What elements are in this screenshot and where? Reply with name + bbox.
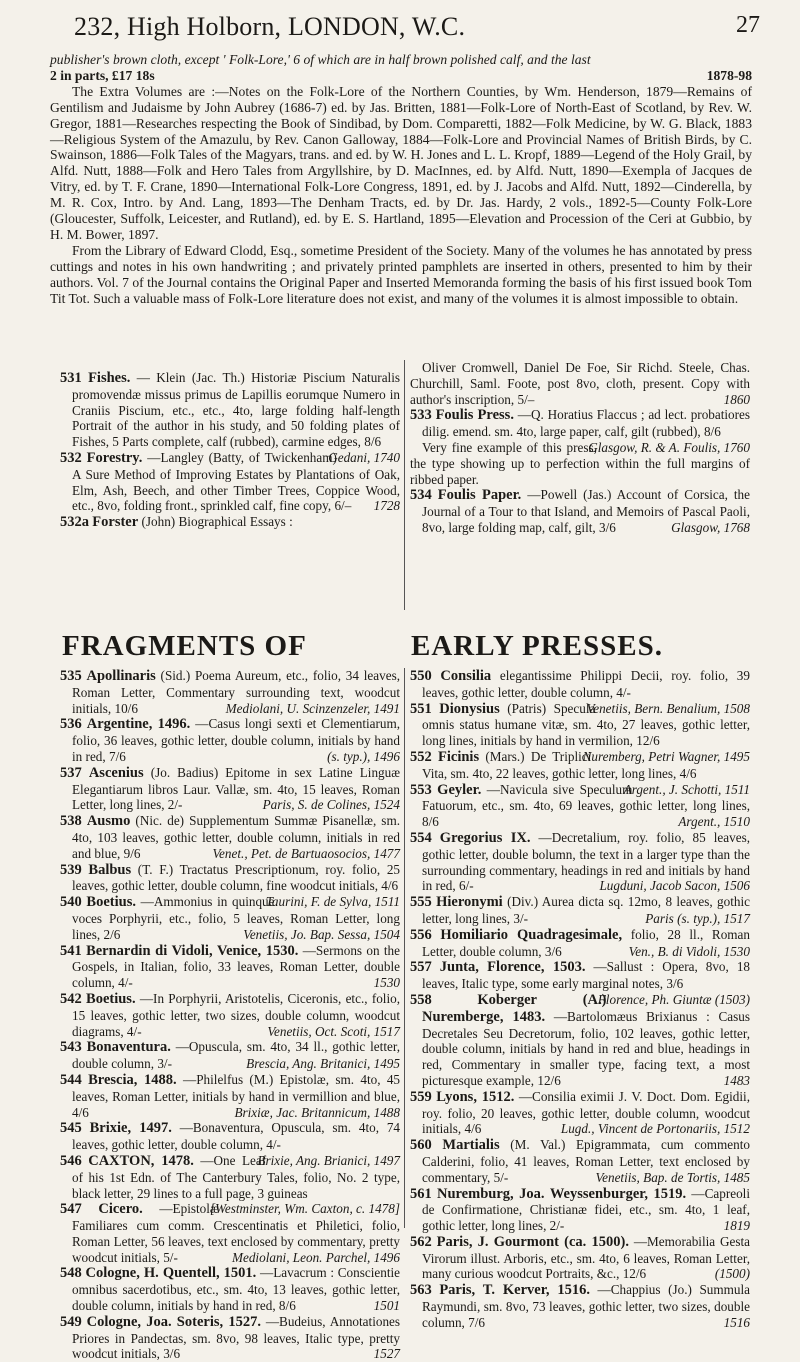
catalogue-entry xyxy=(60,1072,400,1120)
entry-text: —Philelfus (M.) Epistolæ, sm. 4to, 45 leaves, Roman Letter, initials by hand in vermillion and blue, 4/6 xyxy=(72,1071,401,1120)
entry-text: —Ammonius in quinque voces Porphyrii, etc., folio, 5 leaves, Roman Letter, long lines, 2/6 xyxy=(72,894,400,942)
entry-text: —Decretalium, roy. folio, 85 leaves, gothic letter, double bolumn, the text in a larger type than the surrounding commentary, headings in red and initials by hand in red, 6/- xyxy=(422,829,750,894)
page-header xyxy=(0,12,800,42)
entry-heading: Nuremburg, Joa. Weyssenburger, 1519. xyxy=(436,1185,687,1202)
right-top-column xyxy=(410,360,750,536)
price-line xyxy=(50,68,752,84)
lot-number: 531 xyxy=(60,370,82,386)
entry-imprint: Argent., 1510 xyxy=(675,814,750,830)
lot-number: 544 xyxy=(60,1071,82,1088)
entry-heading: Boetius. xyxy=(86,990,136,1007)
entry-text: —Lavacrum : Conscientie omnibus sacerdotibus, etc., sm. 4to, 13 leaves, gothic letter, double column, initials by hand in red, 8/6 xyxy=(72,1265,401,1314)
lot-number: 558 xyxy=(410,991,432,1008)
entry-heading: Bonaventura. xyxy=(86,1039,171,1056)
entry-imprint: Brixiæ, Jac. Britannicum, 1488 xyxy=(231,1104,400,1120)
entry-heading: Balbus xyxy=(88,861,132,878)
lot-number: 551 xyxy=(410,700,432,717)
price: 2 in parts, £17 18s xyxy=(50,67,155,83)
catalogue-entry xyxy=(410,407,751,455)
entry-imprint: Nuremberg, Petri Wagner, 1495 xyxy=(579,748,750,764)
catalogue-entry xyxy=(60,991,400,1039)
entry-text: —Langley (Batty, of Twickenham) A Sure Method of Improving Estates by Plantations of Oak, Elm, Ash, Beech, and other Timber Trees, Coppice Wood, etc., 8vo, folding front., sprinkled calf, fine copy, 6/– xyxy=(72,449,400,514)
entry-text: —Budeius, Annotationes Priores in Pandectas, sm. 8vo, 98 leaves, Italic type, pretty woodcut initials, 3/6 xyxy=(72,1313,401,1362)
entry-heading: Koberger (A.) Nuremberge, 1483. xyxy=(422,991,607,1025)
header-address: 232, High Holborn, LONDON, W.C. xyxy=(74,12,466,41)
entry-imprint: 1483 xyxy=(720,1072,750,1088)
entry-text: —Q. Horatius Flaccus ; ad lect. probatiores dilig. emend. sm. 4to, large paper, calf, gilt (rubbed), 8/6 xyxy=(422,407,751,440)
left-top-column xyxy=(60,370,400,531)
entry-imprint: 1860 xyxy=(720,391,750,407)
entry-text: —Powell (Jas.) Account of Corsica, the Journal of a Tour to that Island, and Memoirs of Pascal Paoli, 8vo, large folding map, calf, gilt, 3/6 xyxy=(422,487,750,535)
entry-heading: Brixie, 1497. xyxy=(89,1120,172,1137)
lot-number: 543 xyxy=(60,1039,82,1056)
column-divider xyxy=(404,360,405,610)
catalogue-entry xyxy=(410,1186,750,1234)
entry-imprint: (s. typ.), 1496 xyxy=(323,748,400,764)
entry-text: —Sallust : Opera, 8vo, 18 leaves, Italic type, some early marginal notes, 3/6 xyxy=(422,959,751,992)
entry-imprint: Glasgow, 1768 xyxy=(667,519,750,535)
entry-imprint: Mediolani, Leon. Parchel, 1496 xyxy=(228,1249,400,1265)
entry-imprint: Venetiis, Bap. de Tortis, 1485 xyxy=(592,1169,750,1185)
lot-number: 563 xyxy=(410,1282,432,1299)
catalogue-entry xyxy=(410,1234,750,1282)
lot-number: 542 xyxy=(60,990,82,1007)
entry-heading: Bernardin di Vidoli, Venice, 1530. xyxy=(86,942,299,959)
entry-imprint: Mediolani, U. Scinzenzeler, 1491 xyxy=(222,700,400,716)
lot-number: 546 xyxy=(60,1152,82,1169)
entry-imprint: Taurini, F. de Sylva, 1511 xyxy=(262,894,400,910)
entry-imprint: Gedani, 1740 xyxy=(324,449,400,465)
lot-number: 553 xyxy=(410,781,432,798)
entry-heading: Gregorius IX. xyxy=(439,829,531,846)
entry-text: folio, 28 ll., Roman Letter, double column, 3/6 xyxy=(422,926,751,959)
entry-text: —Casus longi sexti et Clementiarum, folio, 36 leaves, gothic letter, double column, initials by hand in red, 7/6 xyxy=(72,716,401,764)
lot-number: 556 xyxy=(410,926,432,943)
entry-imprint: Brixie, Ang. Brianici, 1497 xyxy=(254,1152,400,1168)
catalogue-entry xyxy=(60,514,400,531)
section-title-right: EARLY PRESSES. xyxy=(411,630,664,662)
entry-imprint: 1527 xyxy=(370,1346,400,1362)
entry-imprint: Argent., J. Schotti, 1511 xyxy=(620,781,750,797)
entry-text: —Bartolomæus Brixianus : Casus Decretales Seu Decretorum, folio, 102 leaves, gothic letter, double column, initials by hand in red and blue, headings in red, Commentary in smaller type, facing text, a most picturesque example, 12/6 xyxy=(422,1008,750,1088)
entry-imprint: (1500) xyxy=(711,1266,750,1282)
entry-heading: CAXTON, 1478. xyxy=(88,1152,194,1169)
catalogue-entry xyxy=(60,943,400,991)
entry-imprint: Venetiis, Oct. Scoti, 1517 xyxy=(264,1023,400,1039)
catalogue-entry xyxy=(60,765,400,813)
catalogue-entry xyxy=(60,1265,400,1313)
entry-heading: Ficinis xyxy=(438,748,480,765)
catalogue-entry xyxy=(410,360,750,407)
catalogue-entry xyxy=(410,1089,750,1137)
entry-text: (M. Val.) Epigrammata, cum commento Calderini, folio, 41 leaves, Roman Letter, text enclosed by commentary, 5/- xyxy=(422,1137,751,1185)
catalogue-entry xyxy=(410,927,750,960)
entry-imprint: Venet., Pet. de Bartuaosocios, 1477 xyxy=(209,845,400,861)
entry-heading: Cologne, Joa. Soteris, 1527. xyxy=(86,1313,261,1330)
entry-imprint: Venetiis, Bern. Benalium, 1508 xyxy=(583,700,750,716)
entry-heading: Dionysius xyxy=(439,700,500,717)
catalogue-entry xyxy=(410,1137,750,1185)
lot-number: 532a xyxy=(60,514,89,531)
intro-body2: From the Library of Edward Clodd, Esq., sometime President of the Society. Many of the volumes he has annotated by press cuttings and notes in his own handwriting ; and privately printed pamphlets are inserted in others, presented to him by their authors. Vol. 7 of the Journal contains the Original Paper and Inserted Memoranda forming the basis of his first issued book Tom Tit Tot. Such a valuable mass of Folk-Lore literature does not exist, and many of the volumes it is almost impossible to obtain. xyxy=(50,242,752,306)
lot-number: 547 xyxy=(60,1201,82,1218)
lot-number: 552 xyxy=(410,748,432,765)
catalogue-entry xyxy=(60,813,400,861)
entry-text: — Klein (Jac. Th.) Historiæ Piscium Naturalis promovendæ missus primus de Lapillis eorumque Numero in Craniis Piscium, etc., etc., 4to, large folding half-length Portrait of the author in his study, and 50 folding plates of Fishes, 5 Parts complete, calf (rubbed), carmine edges, 8/6 xyxy=(72,370,401,450)
section-title-left: FRAGMENTS OF xyxy=(62,630,307,662)
catalogue-entry xyxy=(410,830,750,894)
entry-heading: Foulis Paper. xyxy=(437,487,522,504)
entry-text: —In Porphyrii, Aristotelis, Ciceronis, etc., folio, 15 leaves, gothic letter, two sizes, double column, woodcut diagrams, 4/- xyxy=(72,990,401,1039)
lot-number: 536 xyxy=(60,716,82,733)
entry-text: (Sid.) Poema Aureum, etc., folio, 34 leaves, Roman Letter, Commentary surrounding text, woodcut initials, 10/6 xyxy=(72,668,400,716)
entry-heading: Cologne, H. Quentell, 1501. xyxy=(85,1265,257,1282)
entry-text: (John) Biographical Essays : xyxy=(141,514,293,530)
entry-text: —One Leaf of his 1st Edn. of The Canterbury Tales, folio, No. 2 type, black letter, 29 lines to a full page, 3 guineas xyxy=(72,1152,400,1201)
entry-imprint: Florence, Ph. Giuntæ (1503) xyxy=(594,991,750,1007)
entry-text: —Sermons on the Gospels, in Italian, folio, 33 leaves, Roman Letter, double column, 4/- xyxy=(72,942,400,991)
lot-number: 539 xyxy=(60,861,82,878)
lot-number: 559 xyxy=(410,1088,432,1105)
entry-text: —Navicula sive Speculum Fatuorum, etc., sm. 4to, 69 leaves, gothic letter, long lines, 8/6 xyxy=(422,781,750,830)
entry-text: (Jo. Badius) Epitome in sex Latine Linguæ Elegantiarum libros Laur. Vallæ, sm. 4to, 15 leaves, Roman Letter, long lines, 2/- xyxy=(72,764,401,813)
years: 1878-98 xyxy=(706,67,752,83)
page-number: 27 xyxy=(736,12,760,38)
entry-imprint: [Westminster, Wm. Caxton, c. 1478] xyxy=(206,1201,400,1217)
lot-number: 545 xyxy=(60,1120,82,1137)
entry-heading: Junta, Florence, 1503. xyxy=(439,959,586,976)
entry-imprint: 1819 xyxy=(720,1218,750,1234)
column-divider xyxy=(404,668,405,1228)
catalogue-entry xyxy=(60,1314,400,1362)
entry-text: (Div.) Aurea dicta sq. 12mo, 8 leaves, gothic letter, long lines, 3/- xyxy=(422,894,750,926)
lot-number: 533 xyxy=(410,407,432,424)
entry-heading: Apollinaris xyxy=(86,668,156,684)
intro-line: publisher's brown cloth, except ' Folk-Lore,' 6 of which are in half brown polished calf, and the last xyxy=(50,52,591,67)
entry-heading: Fishes. xyxy=(88,370,131,386)
entry-heading: Foulis Press. xyxy=(435,407,514,424)
entry-heading: Paris, T. Kerver, 1516. xyxy=(439,1282,590,1299)
catalogue-entry xyxy=(410,894,750,927)
entry-heading: Consilia xyxy=(440,668,492,684)
entry-imprint: Glasgow, R. & A. Foulis, 1760 xyxy=(584,439,750,455)
lot-number: 550 xyxy=(410,668,432,684)
lot-number: 532 xyxy=(60,449,82,466)
lot-number: 555 xyxy=(410,894,432,911)
entry-imprint: 1728 xyxy=(370,498,400,514)
catalogue-entry xyxy=(410,487,750,535)
entry-heading: Martialis xyxy=(442,1137,500,1154)
lot-number: 560 xyxy=(410,1137,432,1154)
lot-number: 549 xyxy=(60,1313,82,1330)
intro-block xyxy=(50,52,752,307)
lot-number: 561 xyxy=(410,1185,432,1202)
lot-number: 535 xyxy=(60,668,82,684)
entry-imprint: Venetiis, Jo. Bap. Sessa, 1504 xyxy=(239,926,400,942)
right-entries-column xyxy=(410,668,750,1331)
entry-text: —Bonaventura, Opuscula, sm. 4to, 74 leaves, gothic letter, double column, 4/- xyxy=(72,1120,401,1153)
entry-heading: Paris, J. Gourmont (ca. 1500). xyxy=(436,1233,629,1250)
entry-text: Very fine example of this press, the type showing up to perfection within the full margins of ribbed paper. xyxy=(410,439,750,487)
entry-text: (Mars.) De Triplici Vita, sm. 4to, 22 leaves, gothic letter, long lines, 4/6 xyxy=(422,748,697,781)
entry-heading: Cicero. xyxy=(98,1201,143,1218)
entry-heading: Geyler. xyxy=(437,781,482,798)
catalogue-entry xyxy=(410,1282,750,1330)
entry-heading: Homiliario Quadragesimale, xyxy=(440,926,623,943)
catalogue-entry xyxy=(60,1039,400,1072)
entry-heading: Lyons, 1512. xyxy=(436,1088,515,1105)
entry-text: (T. F.) Tractatus Prescriptionum, roy. folio, 25 leaves, gothic letter, double column, fine woodcut initials, 4/6 xyxy=(72,861,401,894)
catalogue-entry xyxy=(60,716,400,764)
entry-heading: Argentine, 1496. xyxy=(86,716,191,733)
entry-imprint: Brescia, Ang. Britanici, 1495 xyxy=(242,1056,400,1072)
entry-heading: Forster xyxy=(92,514,139,531)
entry-heading: Hieronymi xyxy=(436,894,503,911)
lot-number: 538 xyxy=(60,813,82,830)
entry-heading: Ascenius xyxy=(88,764,144,781)
entry-text: —Consilia eximii J. V. Doct. Dom. Egidii, roy. folio, 20 leaves, gothic letter, double column, woodcut initials, 4/6 xyxy=(422,1088,751,1137)
entry-text: (Nic. de) Supplementum Summæ Pisanellæ, sm. 4to, 103 leaves, gothic letter, double column, initials in red and blue, 9/6 xyxy=(72,813,400,861)
entry-text: —Capreoli de Confirmatione, Christianæ fidei, etc., sm. 4to, 1 leaf, gothic letter, long lines, 2/- xyxy=(422,1185,750,1234)
intro-body: The Extra Volumes are :—Notes on the Folk-Lore of the Northern Counties, by Wm. Henderson, 1879—Remains of Gentilism and Judaisme by John Aubrey (1686-7) ed. by Jas. Britten, 1881—Folk-Lore of North-East of Scotland, by Rev. W. Gregor, 1881—Researches respecting the Book of Sindibad, by Dom. Comparetti, 1882—Folk Medicine, by W. G. Black, 1883—Religious System of the Amazulu, by Rev. Canon Galloway, 1884—Folk-Lore and Provincial Names of British Birds, by C. Swainson, 1886—Folk Tales of the Magyars, trans. and ed. by W. H. Jones and L. L. Kropf, 1889—Legend of the Holy Grail, by Alfd. Nutt, 1888—Folk and Hero Tales from Argyllshire, by D. MacInnes, ed. by Alfd. Nutt, 1890—Exempla of Jacques de Vitry, ed. by T. F. Crane, 1890—International Folk-Lore Congress, 1891, ed. by J. Jacobs and Alfd. Nutt, 1892—Cinderella, by M. R. Cox, Intro. by And. Lang, 1893—The Denham Tracts, ed. by Dr. Jas. Hardy, 2 vols., 1892-5—County Folk-Lore (Gloucester, Suffolk, Leicester, and Rutland), ed. by E. S. Hartland, 1895—Elevation and Procession of the Ceri at Gubbio, by H. M. Bower, 1897. xyxy=(50,83,752,242)
lot-number: 537 xyxy=(60,764,82,781)
entry-heading: Boetius. xyxy=(86,894,136,911)
entry-heading: Forestry. xyxy=(86,449,143,466)
entry-imprint: 1516 xyxy=(720,1314,750,1330)
lot-number: 548 xyxy=(60,1265,82,1282)
entry-heading: Ausmo xyxy=(86,813,131,830)
entry-text: —Chappius (Jo.) Summula Raymundi, sm. 8vo, 73 leaves, gothic letter, two sizes, double column, 7/6 xyxy=(422,1282,750,1330)
entry-text: elegantissime Philippi Decii, roy. folio, 39 leaves, gothic letter, double column, 4/- xyxy=(422,668,750,700)
catalogue-entry xyxy=(60,668,400,716)
entry-imprint: Lugduni, Jacob Sacon, 1506 xyxy=(596,878,750,894)
lot-number: 534 xyxy=(410,487,432,504)
entry-text: —Epistolæ Familiares cum comm. Crescentinatis et Philetici, folio, Roman Letter, 56 leaves, text enclosed by commentary, pretty woodcut initials, 5/- xyxy=(72,1201,400,1265)
lot-number: 540 xyxy=(60,894,82,911)
entry-imprint: 1501 xyxy=(370,1298,400,1314)
entry-imprint: Ven., B. di Vidoli, 1530 xyxy=(625,943,750,959)
entry-imprint: Paris (s. typ.), 1517 xyxy=(641,910,750,926)
entry-imprint: 1530 xyxy=(370,975,400,991)
entry-text: (Patris) Specula omnis status humane vitæ, sm. 4to, 27 leaves, gothic letter, long lines, initials by hand in vermilion, 12/6 xyxy=(422,700,750,749)
lot-number: 562 xyxy=(410,1233,432,1250)
lot-number: 541 xyxy=(60,942,82,959)
entry-text: Oliver Cromwell, Daniel De Foe, Sir Richd. Steele, Chas. Churchill, Saml. Foote, post 8vo, cloth, present. Copy with author's inscription, 5/– xyxy=(410,360,750,407)
left-entries-column xyxy=(60,668,400,1362)
lot-number: 554 xyxy=(410,829,432,846)
entry-heading: Brescia, 1488. xyxy=(88,1071,177,1088)
entry-imprint: Paris, S. de Colines, 1524 xyxy=(259,797,400,813)
lot-number: 557 xyxy=(410,959,432,976)
entry-imprint: Lugd., Vincent de Portonariis, 1512 xyxy=(557,1121,750,1137)
entry-text: —Opuscula, sm. 4to, 34 ll., gothic letter, double column, 3/- xyxy=(72,1039,400,1072)
entry-text: —Memorabilia Gesta Virorum illust. Arboris, etc., sm. 4to, 6 leaves, Roman Letter, many curious woodcut Portraits, &c., 12/6 xyxy=(422,1233,751,1282)
